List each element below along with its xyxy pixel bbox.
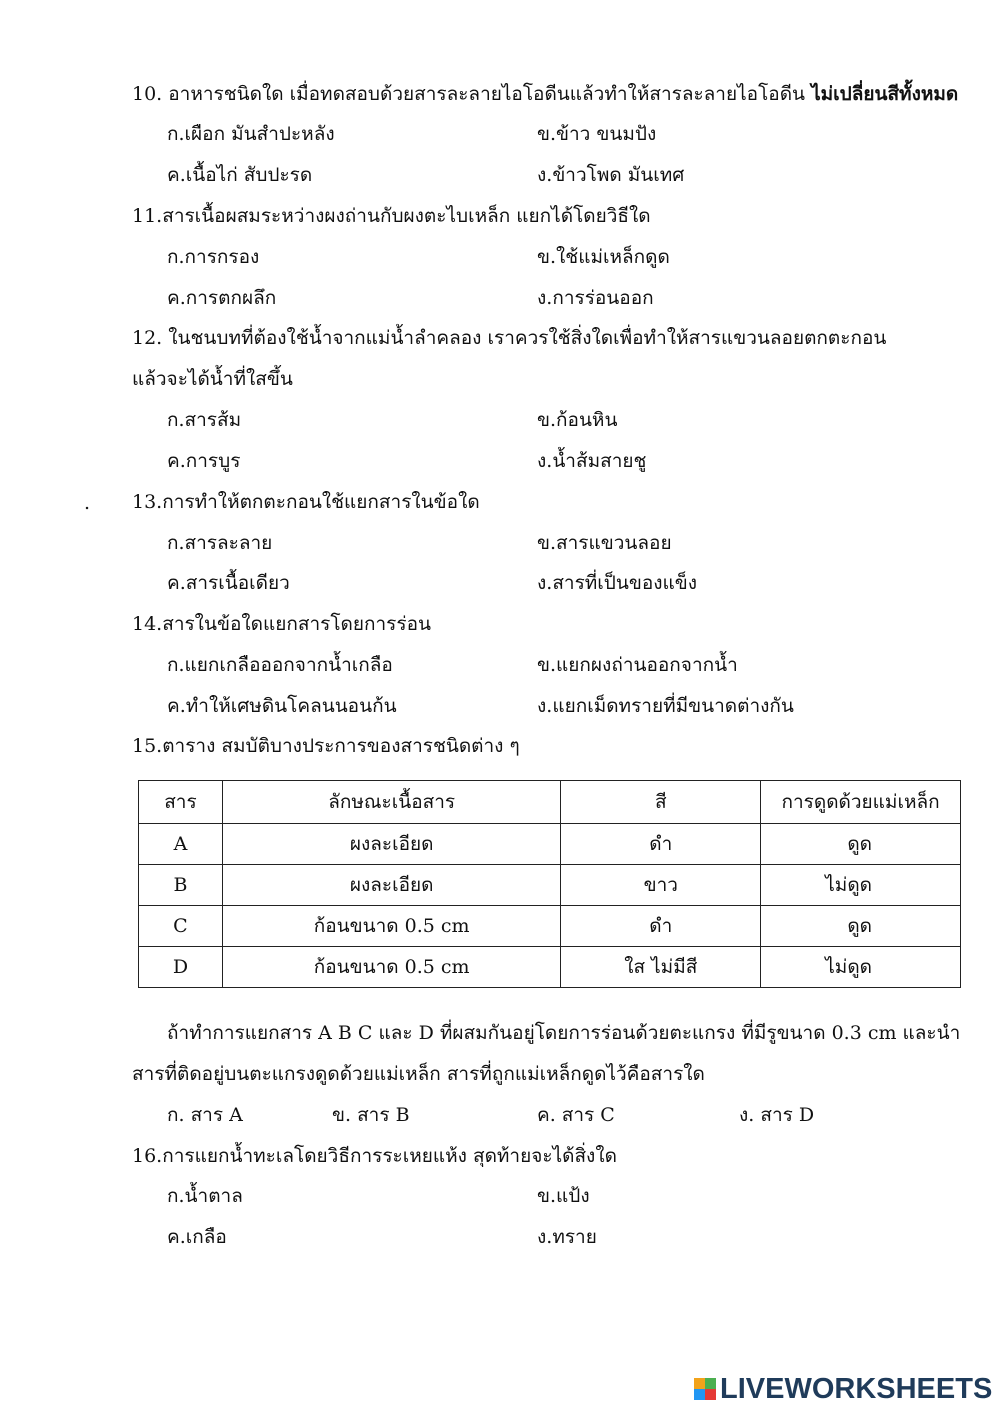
q11-option-a[interactable]: ก.การกรอง [167,246,260,268]
q12-option-c[interactable]: ค.การบูร [167,450,241,472]
question-11-text: 11.สารเนื้อผสมระหว่างผงถ่านกับผงตะไบเหล็ก แยกได้โดยวิธีใด [132,205,651,227]
table-cell: ขาว [561,865,761,906]
question-16-text: 16.การแยกน้ำทะเลโดยวิธีการระเหยแห้ง สุดท้ายจะได้สิ่งใด [132,1145,617,1167]
question-10 [132,82,958,106]
q10-option-a[interactable]: ก.เผือก มันสำปะหลัง [167,123,335,145]
question-12-line2: แล้วจะได้น้ำที่ใสขึ้น [132,368,293,390]
q10-option-d[interactable]: ง.ข้าวโพด มันเทศ [537,164,685,186]
q15-option-c[interactable]: ค. สาร C [537,1104,615,1126]
question-13-text: 13.การทำให้ตกตะกอนใช้แยกสารในข้อใด [132,491,480,513]
table-cell: B [139,865,223,906]
table-cell: ก้อนขนาด 0.5 cm [222,906,561,947]
table-cell: ก้อนขนาด 0.5 cm [222,947,561,988]
table-cell: ผงละเอียด [222,865,561,906]
q16-option-b[interactable]: ข.แป้ง [537,1185,590,1207]
table-cell: ไม่ดูด [761,865,961,906]
q14-option-d[interactable]: ง.แยกเม็ดทรายที่มีขนาดต่างกัน [537,695,794,717]
q12-option-d[interactable]: ง.น้ำส้มสายชู [537,450,647,472]
q15-option-a[interactable]: ก. สาร A [167,1104,243,1126]
q11-option-c[interactable]: ค.การตกผลึก [167,287,277,309]
q12-option-b[interactable]: ข.ก้อนหิน [537,409,618,431]
question-10-text: 10. อาหารชนิดใด เมื่อทดสอบด้วยสารละลายไอโอดีนแล้วทำให้สารละลายไอโอดีน [132,83,806,105]
properties-table [138,780,961,988]
q12-option-a[interactable]: ก.สารส้ม [167,409,242,431]
question-10-emphasis: ไม่เปลี่ยนสีทั้งหมด [811,83,959,105]
table-cell: ดูด [761,824,961,865]
table-row [139,947,961,988]
q14-option-a[interactable]: ก.แยกเกลือออกจากน้ำเกลือ [167,654,393,676]
table-header-row [139,781,961,824]
q13-option-b[interactable]: ข.สารแขวนลอย [537,532,672,554]
q11-option-b[interactable]: ข.ใช้แม่เหล็กดูด [537,246,670,268]
q13-option-d[interactable]: ง.สารที่เป็นของแข็ง [537,572,698,594]
q16-option-d[interactable]: ง.ทราย [537,1226,597,1248]
table-cell: ผงละเอียด [222,824,561,865]
table-row [139,906,961,947]
q11-option-d[interactable]: ง.การร่อนออก [537,287,654,309]
table-cell: C [139,906,223,947]
q16-option-c[interactable]: ค.เกลือ [167,1226,227,1248]
liveworksheets-logo-icon [694,1378,716,1400]
q15-option-b[interactable]: ข. สาร B [332,1104,410,1126]
table-header-cell: สาร [139,781,223,824]
question-15-paragraph-line1: ถ้าทำการแยกสาร A B C และ D ที่ผสมกันอยู่โดยการร่อนด้วยตะแกรง ที่มีรูขนาด 0.3 cm และนำ [167,1022,961,1044]
q15-option-d[interactable]: ง. สาร D [739,1104,815,1126]
question-15-paragraph-line2: สารที่ติดอยู่บนตะแกรงดูดด้วยแม่เหล็ก สารที่ถูกแม่เหล็กดูดไว้คือสารใด [132,1063,705,1085]
logo-text: LIVEWORKSHEETS [720,1372,993,1405]
table-cell: ดูด [761,906,961,947]
table-row [139,824,961,865]
q14-option-c[interactable]: ค.ทำให้เศษดินโคลนนอนก้น [167,695,397,717]
q13-option-a[interactable]: ก.สารละลาย [167,532,273,554]
question-14-text: 14.สารในข้อใดแยกสารโดยการร่อน [132,613,431,635]
question-12-line1: 12. ในชนบทที่ต้องใช้น้ำจากแม่น้ำลำคลอง เราควรใช้สิ่งใดเพื่อทำให้สารแขวนลอยตกตะกอน [132,327,887,349]
q16-option-a[interactable]: ก.น้ำตาล [167,1185,243,1207]
question-15-text: 15.ตาราง สมบัติบางประการของสารชนิดต่าง ๆ [132,735,520,757]
table-row [139,865,961,906]
table-cell: ใส ไม่มีสี [561,947,761,988]
q14-option-b[interactable]: ข.แยกผงถ่านออกจากน้ำ [537,654,738,676]
table-cell: D [139,947,223,988]
q10-option-c[interactable]: ค.เนื้อไก่ สับปะรด [167,164,313,186]
table-header-cell: ลักษณะเนื้อสาร [222,781,561,824]
q10-option-b[interactable]: ข.ข้าว ขนมปัง [537,123,657,145]
table-cell: ดำ [561,906,761,947]
table-cell: A [139,824,223,865]
table-cell: ดำ [561,824,761,865]
table-header-cell: สี [561,781,761,824]
liveworksheets-logo [694,1374,992,1404]
table-cell: ไม่ดูด [761,947,961,988]
table-header-cell: การดูดด้วยแม่เหล็ก [761,781,961,824]
q13-option-c[interactable]: ค.สารเนื้อเดียว [167,572,290,594]
stray-dot-marker: . [84,492,91,514]
